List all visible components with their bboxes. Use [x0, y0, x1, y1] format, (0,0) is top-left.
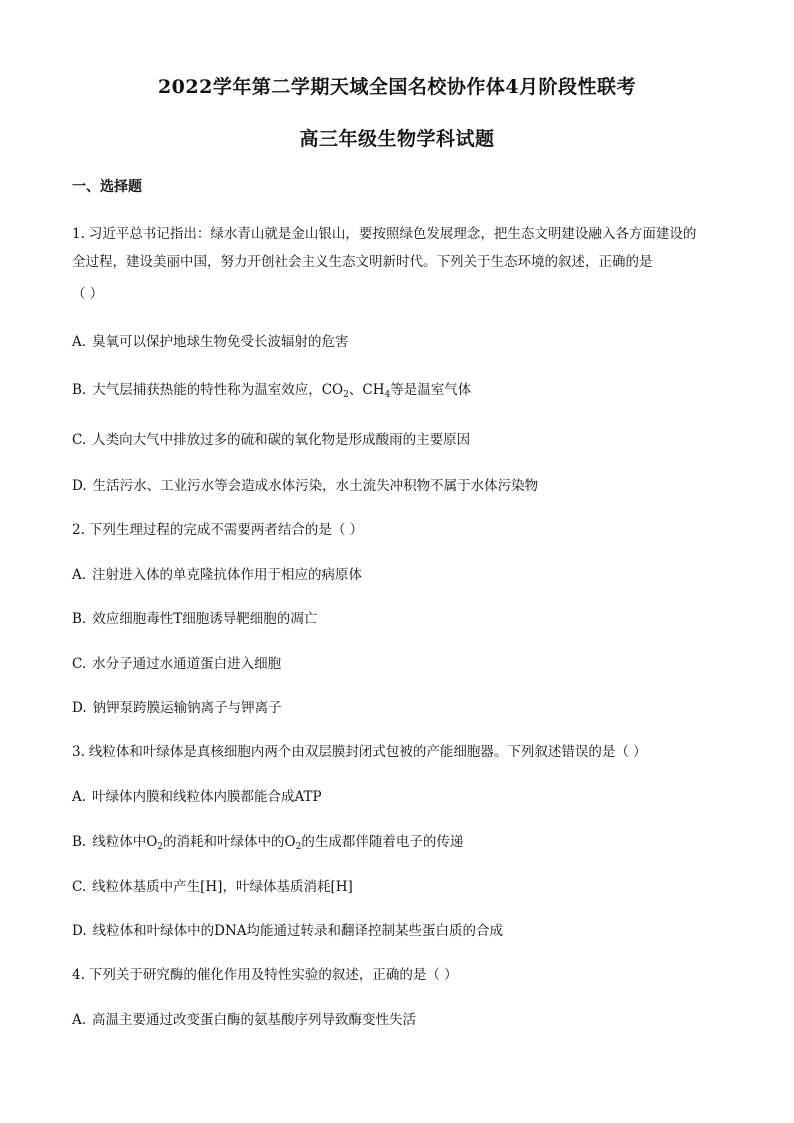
question-number: 3. [72, 744, 85, 760]
question-2-option-a: A. 注射进入体的单克隆抗体作用于相应的病原体 [72, 567, 363, 583]
question-2-option-b: B. 效应细胞毒性T细胞诱导靶细胞的凋亡 [72, 611, 318, 627]
question-1-stem-line-1: 1. 习近平总书记指出：绿水青山就是金山银山，要按照绿色发展理念，把生态文明建设融入各方面建设的 [72, 226, 697, 242]
question-4-stem: 4. 下列关于研究酶的催化作用及特性实验的叙述，正确的是（ ） [72, 967, 458, 983]
question-3-option-c: C. 线粒体基质中产生[H]，叶绿体基质消耗[H] [72, 879, 353, 895]
question-1-option-c: C. 人类向大气中排放过多的硫和碳的氧化物是形成酸雨的主要原因 [72, 432, 471, 448]
question-number: 1. [72, 226, 85, 242]
question-1-stem-line-2: 全过程，建设美丽中国，努力开创社会主义生态文明新时代。下列关于生态环境的叙述，正确的是 [72, 254, 653, 270]
question-3-option-a: A. 叶绿体内膜和线粒体内膜都能合成ATP [72, 789, 322, 805]
question-3-option-b: B. 线粒体中$O_2$的消耗和叶绿体中的$O_2$的生成都伴随着电子的传递 [72, 834, 464, 852]
question-2-option-d: D. 钠钾泵跨膜运输钠离子与钾离子 [72, 700, 282, 716]
exam-title: 2022学年第二学期天域全国名校协作体4月阶段性联考 [157, 76, 637, 98]
question-2-stem: 2. 下列生理过程的完成不需要两者结合的是（ ） [72, 522, 364, 538]
question-1-option-b: B. 大气层捕获热能的特性称为温室效应，$CO_2$、$CH_4$等是温室气体 [72, 382, 472, 400]
question-2-option-c: C. 水分子通过水通道蛋白进入细胞 [72, 656, 282, 672]
question-number: 4. [72, 967, 85, 983]
question-1-stem-line-3: （ ） [72, 286, 104, 302]
question-3-option-d: D. 线粒体和叶绿体中的DNA均能通过转录和翻译控制某些蛋白质的合成 [72, 923, 504, 939]
question-1-option-a: A. 臭氧可以保护地球生物免受长波辐射的危害 [72, 334, 349, 350]
question-3-stem: 3. 线粒体和叶绿体是真核细胞内两个由双层膜封闭式包被的产能细胞器。下列叙述错误的是（ ） [72, 744, 647, 760]
question-number: 2. [72, 522, 85, 538]
question-1-option-d: D. 生活污水、工业污水等会造成水体污染，水土流失冲积物不属于水体污染物 [72, 478, 539, 494]
question-4-option-a: A. 高温主要通过改变蛋白酶的氨基酸序列导致酶变性失活 [72, 1012, 417, 1028]
exam-subtitle: 高三年级生物学科试题 [299, 128, 495, 150]
section-heading: 一、选择题 [72, 179, 142, 195]
